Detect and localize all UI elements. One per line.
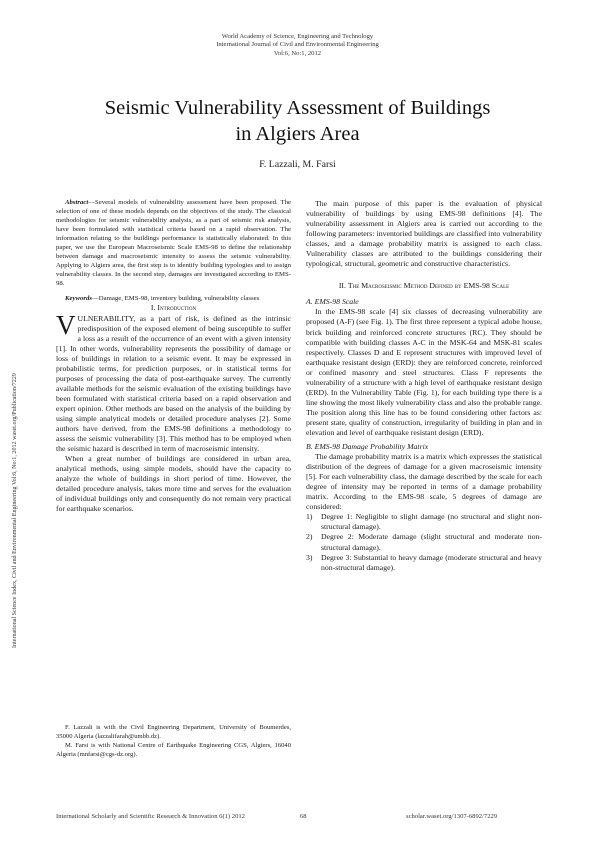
intro-paragraph-1-text: ULNERABILITY, as a part of risk, is defined as the intrinsic predisposition of the exposed element of being susceptible to suffer a loss as a result of the occurrence of an event with a given intensity [1]. In other words, vulnerability represents the possibility of damage or loss of buildings in relation to a seismic event. It may be expressed in probabilistic terms, for prediction purposes, or in statistical terms for purposes of processing the data of post-earthquake survey. The currently available methods for the seismic evaluation of the existing buildings have been formulated with statistical criteria based on a rapid observation and expert opinion. Other methods are based on the analysis of the building by using simple analytical models or detailed procedure analyses [2]. Some authors have derived, from the EMS-98 definitions a methodology to assess the seismic vulnerability [3]. This method has to be employed when the seismic hazard is described in term of macroseismic intensity. [56,313,291,454]
section-heading-introduction [56,303,291,313]
damage-degree-list [306,512,542,572]
keywords [56,295,291,304]
list-item-number: 2) [306,532,313,542]
footnote-2: M. Farsi is with National Centre of Earthquake Engineering CGS, Algiers, 16040 Algeria (mnfarsi@cgs-dz.org). [56,742,291,758]
footnote-1: F. Lazzali is with the Civil Engineering Department, University of Boumerdes, 35000 Algeria (lazzalifarah@umbb.dz). [56,724,291,740]
intro-paragraph-1 [56,309,291,455]
section-title: The Macroseismic Method Defined by EMS-98 Scale [347,281,510,291]
section-number: I. [150,303,158,313]
section-heading-macroseismic [306,281,542,291]
title-line-1: Seismic Vulnerability Assessment of Buildings [104,97,491,119]
header-line-2: International Journal of Civil and Environmental Engineering [216,41,379,49]
intro-paragraph-2: When a great number of buildings are considered in urban area, analytical methods, using simple models, should have the capacity to analyze the whole of buildings in short period of time. However, the detailed procedure analysis, takes more time and serves for the evaluation of individual buildings only and consequently do not remain very practical for earthquake scenarios. [56,454,291,514]
footer-url[interactable]: scholar.waset.org/1307-6892/7229 [406,813,498,820]
paper-title [60,95,535,147]
list-item-text: Degree 2: Moderate damage (slight structural and moderate non-structural damage). [321,532,542,552]
left-column [56,199,291,514]
list-item [306,553,542,573]
keywords-text: —Damage, EMS-98, inventory building, vulnerability classes [92,294,260,302]
list-item-number: 1) [306,512,313,522]
subsection-heading-ems98-scale: A. EMS-98 Scale [306,297,359,307]
authors: F. Lazzali, M. Farsi [259,159,336,170]
right-column [306,199,542,573]
list-item [306,532,542,552]
journal-header [0,33,595,58]
drop-cap: V [56,309,76,340]
abstract-text: —Several models of vulnerability assessment have been proposed. The selection of one of these models depends on the objectives of the study. The classical methodologies for seismic vulnerability analysis, as a part of seismic risk analysis, have been formulated with statistical criteria based on a rapid observation. The information relating to the buildings performance is statistically elaborated. In this paper, we use the European Macroseismic Scale EMS-98 to define the relationship between damage and macroseismic intensity to assess the seismic vulnerability. Applying to Algiers area, the first step is to identify building typologies and to assign vulnerability classes. In the second step, damages are investigated according to EMS-98. [56,199,291,287]
damage-matrix-paragraph: The damage probability matrix is a matrix which expresses the statistical distribution of the degrees of damage for a given macroseismic intensity [5]. For each vulnerability class, the damage described by the scale for each degree of intensity may be reported in terms of a damage probability matrix. According to the EMS-98 scale, 5 degrees of damage are considered: [306,452,542,512]
header-line-1: World Academy of Science, Engineering and Technology [221,33,374,40]
title-line-2: in Algiers Area [235,123,360,145]
subsection-heading-damage-matrix: B. EMS-98 Damage Probability Matrix [306,442,429,452]
abstract [56,199,291,289]
purpose-paragraph: The main purpose of this paper is the evaluation of physical vulnerability of buildings by using EMS-98 definitions [4]. The vulnerability assessment in Algiers area is carried out according to the following parameters: inventoried buildings are classified into vulnerability classes, and a damage probability matrix is assigned to each class. Vulnerability classes are attributed to the buildings considering their typological, structural, geometric and constructive characteristics. [306,199,542,269]
ems98-scale-paragraph: In the EMS-98 scale [4] six classes of decreasing vulnerability are proposed (A-F) (see Fig. 1). The first three represent a typical adobe house, brick building and reinforced concrete structures (RC). They should be compatible with building classes A-C in the MSK-64 and MSK-81 scales respectively. Classes D and E represent structures with improved level of earthquake resistant design (ERD): they are reinforced concrete, reinforced or confined masonry and steel structures. Class F represents the vulnerability of a structure with a high level of earthquake resistant design (ERD). In the Vulnerability Table (Fig. 1), for each building type there is a line showing the most likely vulnerability class and also the probable range. The position along this line has to be found considering other factors as: present state, quality of construction, irregularity of building in plan and in elevation and level of earthquake resistant design (ERD). [306,307,542,437]
keywords-label: Keywords [65,294,92,302]
list-item-text: Degree 1: Negligible to slight damage (no structural and slight non-structural damage). [321,512,542,532]
list-item [306,512,542,532]
section-title: Introduction [157,303,197,313]
abstract-label: Abstract [65,199,89,206]
author-footnotes [56,724,291,760]
page-number: 68 [300,813,307,820]
vertical-sidebar-citation: International Science Index, Civil and Environmental Engineering Vol:6, No:1, 2012 waset.org/Publication/7229 [12,373,18,648]
list-item-number: 3) [306,552,313,562]
list-item-text: Degree 3: Substantial to heavy damage (moderate structural and heavy non-structural damage). [321,552,542,572]
footer-publisher: International Scholarly and Scientific Research & Innovation 6(1) 2012 [56,813,245,820]
section-number: II. [338,281,348,291]
header-line-3: Vol:6, No:1, 2012 [273,49,322,57]
